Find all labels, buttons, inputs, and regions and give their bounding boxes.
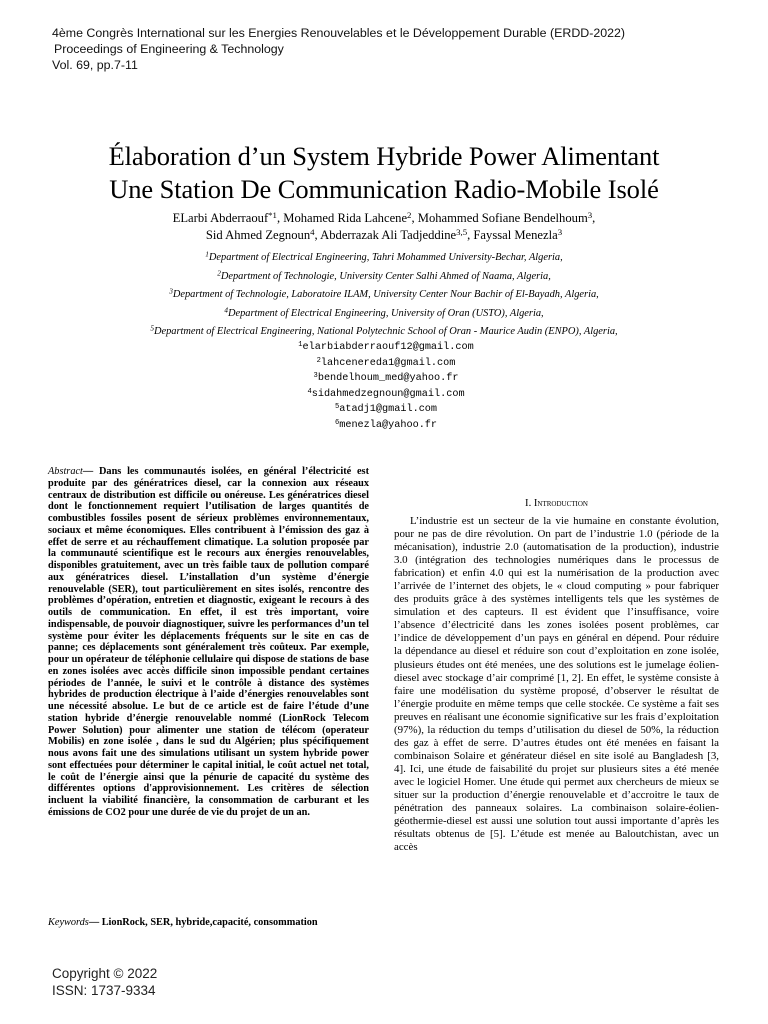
email-number: 2 xyxy=(316,356,321,365)
separator: , xyxy=(411,211,418,225)
email xyxy=(4,340,768,356)
issn: ISSN: 1737-9334 xyxy=(52,983,156,998)
author-line xyxy=(0,210,768,227)
copyright-notice: Copyright © 2022 xyxy=(52,966,158,981)
author-name: Abderrazak Ali Tadjeddine xyxy=(320,228,457,242)
affiliation xyxy=(0,323,768,342)
proceedings-name: Proceedings of Engineering & Technology xyxy=(54,42,284,56)
affiliation xyxy=(0,249,768,268)
section-heading: I. Introduction xyxy=(525,498,588,509)
paper-title xyxy=(0,140,768,206)
affiliation-number: 2 xyxy=(217,269,221,278)
email-address: bendelhoum_med@yahoo.fr xyxy=(317,373,459,384)
author-affil-mark: *1 xyxy=(268,210,277,221)
author-affil-mark: 3,5 xyxy=(456,227,468,238)
email-list xyxy=(0,340,768,433)
affiliation-text: Department of Technologie, Laboratoire ILAM, University Center Nour Bachir of El-Bayadh, Algeria, xyxy=(172,289,599,300)
email-number: 6 xyxy=(334,418,340,427)
email xyxy=(4,387,768,403)
affiliation-text: Department of Electrical Engineering, National Polytechnic School of Oran - Maurice Audin (ENPO), Algeria, xyxy=(153,326,618,337)
email-number: 5 xyxy=(334,402,340,411)
separator: , xyxy=(276,211,284,225)
email-address: atadj1@gmail.com xyxy=(339,404,438,415)
author-name: Fayssal Menezla xyxy=(473,228,558,242)
author-affil-mark: 3 xyxy=(587,210,593,221)
author-affil-mark: 2 xyxy=(407,210,412,221)
separator: , xyxy=(592,211,596,225)
email-number: 3 xyxy=(313,371,318,380)
abstract xyxy=(48,466,369,819)
abstract-dash: — xyxy=(82,466,99,477)
email-number: 1 xyxy=(298,340,303,349)
email-address: elarbiabderraouf12@gmail.com xyxy=(302,342,474,353)
email-number: 4 xyxy=(307,387,312,396)
affiliation-text: Department of Technologie, University Center Salhi Ahmed of Naama, Algeria, xyxy=(220,270,551,282)
email xyxy=(4,402,768,418)
author-line xyxy=(0,227,768,244)
separator: , xyxy=(314,228,321,242)
email-address: menezla@yahoo.fr xyxy=(339,419,438,431)
author-name: ELarbi Abderraouf xyxy=(172,211,269,225)
affiliation xyxy=(0,268,768,287)
footer xyxy=(52,965,157,999)
author-name: Mohamed Rida Lahcene xyxy=(283,211,408,225)
email xyxy=(4,418,768,434)
keywords xyxy=(48,917,369,929)
author-list xyxy=(0,210,768,244)
conference-header xyxy=(52,25,625,73)
affiliation-number: 4 xyxy=(224,306,228,315)
keywords-text: LionRock, SER, hybride,capacité, consommation xyxy=(101,917,318,928)
volume-pages: Vol. 69, pp.7-11 xyxy=(52,58,138,72)
affiliation-number: 1 xyxy=(205,250,209,259)
affiliation xyxy=(0,286,768,305)
affiliation-list xyxy=(0,249,768,342)
email-address: sidahmedzegnoun@gmail.com xyxy=(311,388,465,400)
keywords-label: Keywords xyxy=(48,917,89,928)
separator: , xyxy=(467,228,474,242)
title-line: Élaboration d’un System Hybride Power Alimentant xyxy=(108,141,660,171)
affiliation xyxy=(0,305,768,324)
author-affil-mark: 3 xyxy=(557,227,563,238)
introduction-paragraph: L’industrie est un secteur de la vie humaine en constante évolution, pour ne pas de dire révolution. On part de l’industrie 1.0 (période de la mécanisation), industrie 2.0 (automatisation de la production), industrie 3.0 (intégration des technologies numériques dans le processus de fabrication) et enfin 4.0 qui est la numérisation de la production avec l’arrivée de l’internet des objets, le « cloud computing » pour fabriquer des produits grâce à des systèmes intelligents tels que les systèmes de simulation et des capteurs. Il est évident que l’insuffisance, voire l’absence d’électricité dans les zones isolées posent problèmes, car l’indice de développement d’un pays en général en dépend. Pour réduire la dépendance au diesel et réduire son cout d’exploitation en zone isolée, plusieurs études ont été menées, une des solutions est le jumelage éolien-diesel avec stockage d’air comprimé [1, 2]. En effet, le système consiste à faire une modélisation du système proposé, d’observer le résultat de l’énergie produite en même temps que celle stockée. Ce système a fait ses preuves en réalisant une économie significative sur les frais d’exploitation (97%), la réduction du temps d’utilisation du diesel de 50%, la réduction des gaz à effet de serre. D’autres études ont été menées en faisant la combinaison Solaire et générateur diésel en site isolé au Bangladesh [3, 4]. Ici, une étude de faisabilité du projet sur plusieurs sites a été menée avec le logiciel Homer. Une étude qui permet aux chercheurs de mieux se situer sur la production d’énergie renouvelable et d’accroitre le taux de pénétration des panneaux solaires. La combinaison solaire-éolien-géothermie-diesel est aussi une solution tout aussi importante d’après les résultats obtenus de [5]. L’étude est menée au Baloutchistan, avec un accès xyxy=(394,515,719,854)
affiliation-number: 3 xyxy=(169,287,173,296)
abstract-text: Dans les communautés isolées, en général l’électricité est produite par des génératrices diesel, car la connexion aux réseaux centraux de distribution est difficile ou onéreuse. Les génératrices diesel dont le fonctionnement requiert l’utilisation de larges quantités de combustibles fossiles posent de sérieux problèmes environnementaux, sociaux et même économiques. Elles contribuent à l’émission des gaz à effet de serre et au réchauffement climatique. La solution proposée par la communauté scientifique est le recours aux énergies renouvelables, disponibles gratuitement, avec un très faible taux de pollution comparé aux génératrices diesel. L’installation d’un système d’énergie renouvelable (SER), tout particulièrement en sites isolés, rencontre des problèmes d’opération, entretien et diagnostic, exigeant le recours à des outils de communication. En effet, il est très important, voire indispensable, de pouvoir diagnostiquer, suivre les performances d’un tel système pour éviter les déplacements fréquents sur le site en cas de panne; ces déplacements sont généralement très coûteux. Par exemple, pour un opérateur de téléphonie cellulaire qui dispose de stations de base en zones isolées avec accès difficile sinon impossible pendant certaines périodes de l’année, le suivi et le contrôle à distance des systèmes hybrides de production électrique à l’aide d’énergies renouvelables sont une nécessité absolue. Le but de ce article est de faire l’étude d’une station hybride d’énergie renouvelable nommé (LionRock Telecom Power Solution) pour alimenter une station de télécom (operateur Mobilis) en zone isolée , dans le sud du Algérien; plus spécifiquement nous avons fait une des simulations utilisant un system hybride power sont effectuées pour déterminer le capital initial, le coût actuel net total, le coût de l’énergie ainsi que la pénurie de capacité du système des différentes options d'approvisionnement. Les critères de sélection incluent la viabilité financière, la consommation de carburant et les émissions de CO2 pour une durée de vie du projet de un an. xyxy=(48,466,369,818)
introduction-body xyxy=(394,515,719,854)
author-affil-mark: 4 xyxy=(310,227,315,238)
author-name: Mohammed Sofiane Bendelhoum xyxy=(417,211,588,225)
author-name: Sid Ahmed Zegnoun xyxy=(205,228,311,242)
abstract-label: Abstract xyxy=(48,466,83,477)
email xyxy=(4,356,768,372)
email xyxy=(4,371,768,387)
conference-name: 4ème Congrès International sur les Energies Renouvelables et le Développement Durable (ERDD-2022) xyxy=(52,26,626,40)
affiliation-text: Department of Electrical Engineering, University of Oran (USTO), Algeria, xyxy=(228,307,544,319)
affiliation-number: 5 xyxy=(150,324,154,333)
keywords-dash: — xyxy=(88,917,102,928)
email-address: lahcenereda1@gmail.com xyxy=(320,357,456,369)
affiliation-text: Department of Electrical Engineering, Tahri Mohammed University-Bechar, Algeria, xyxy=(208,252,563,263)
title-line: Une Station De Communication Radio-Mobile Isolé xyxy=(109,174,659,204)
